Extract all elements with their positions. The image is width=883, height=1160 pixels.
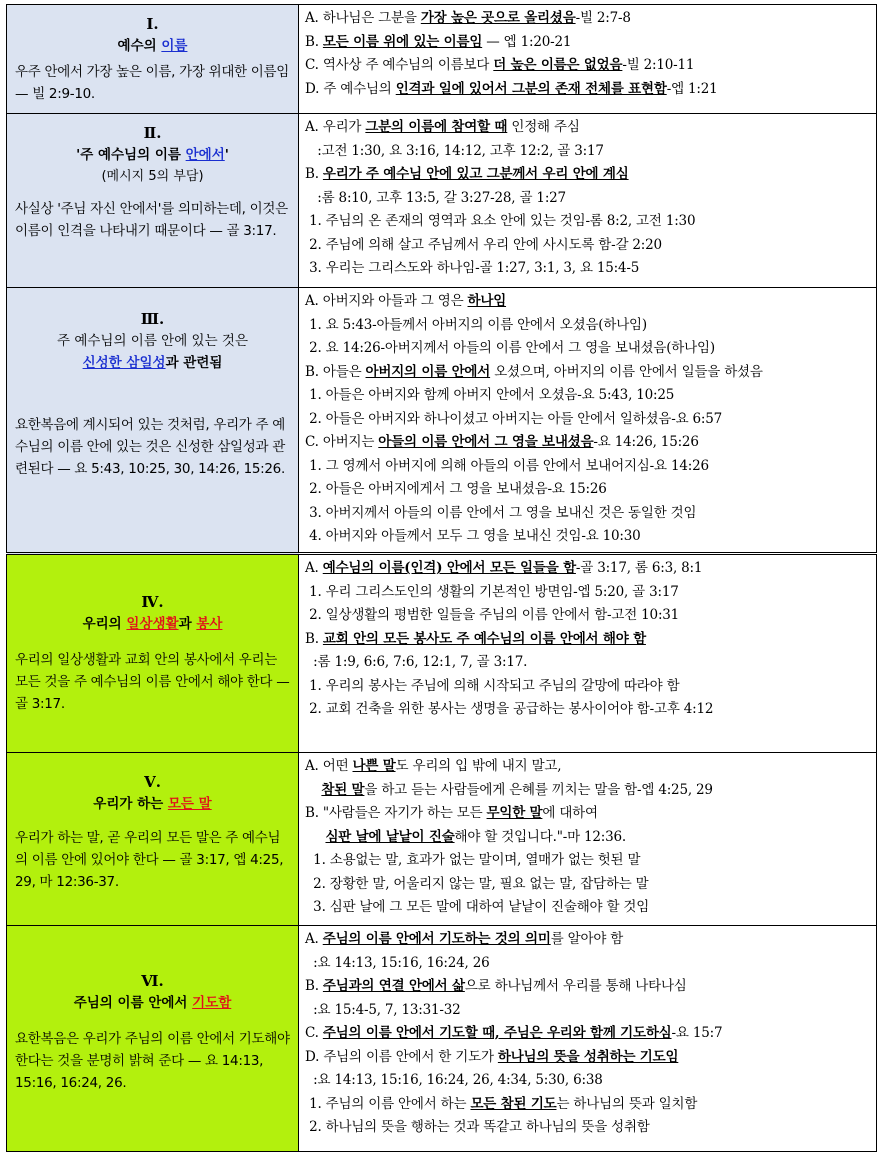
point-text: C. 역사상 주 예수님의 이름보다 <box>305 57 494 73</box>
point-line <box>305 873 872 897</box>
point-text: A. 하나님은 그분을 <box>305 10 421 26</box>
section-title-mid: 과 <box>178 616 197 632</box>
section-title-pre: 주님의 이름 안에서 <box>73 995 193 1011</box>
point-text-tail: 에 대하여 <box>542 805 598 821</box>
point-line <box>305 604 872 628</box>
point-line <box>305 1093 872 1117</box>
section-description: 우리가 하는 말, 곧 우리의 모든 말은 주 예수님의 이름 안에 있어야 한다 — 골 3:17, 엡 4:25, 29, 마 12:36-37. <box>15 830 284 890</box>
section-description: 요한복음에 계시되어 있는 것처럼, 우리가 주 예수님의 이름 안에 있는 것은 신성한 삼일성과 관련된다 — 요 5:43, 10:25, 30, 14:26, 15:26. <box>15 417 286 477</box>
section-number: Ⅲ. <box>140 310 165 328</box>
section-title <box>7 613 298 635</box>
section-points-cell <box>299 753 877 926</box>
point-line <box>305 140 872 164</box>
section-title-highlight: 이름 <box>161 38 188 54</box>
point-line <box>305 999 872 1023</box>
point-text <box>305 829 325 845</box>
point-emphasis: 하나임 <box>467 293 507 309</box>
point-line <box>305 361 872 385</box>
point-text: 4. 아버지와 아들께서 모두 그 영을 보내신 것임-요 10:30 <box>305 528 641 544</box>
point-line <box>305 31 872 55</box>
point-line <box>305 187 872 211</box>
section-points-cell <box>299 926 877 1152</box>
point-text-tail: -엡 1:21 <box>666 80 718 97</box>
point-line <box>305 896 872 920</box>
section-subtitle: (메시지 5의 부담) <box>101 169 204 184</box>
point-text: 2. 장황한 말, 어울리지 않는 말, 필요 없는 말, 잡담하는 말 <box>305 875 649 892</box>
point-line <box>305 210 872 234</box>
point-text: A. 어떤 <box>305 758 353 774</box>
point-text-tail: -골 3:17, 롬 6:3, 8:1 <box>575 560 703 576</box>
section-number: Ⅳ. <box>141 593 164 611</box>
point-emphasis: 인격과 일에 있어서 그분의 존재 전체를 표현함 <box>395 80 667 97</box>
point-emphasis: 모든 이름 위에 있는 이름임 <box>322 33 483 50</box>
point-text: 1. 아들은 아버지와 함께 아버지 안에서 오셨음-요 5:43, 10:25 <box>305 387 675 403</box>
point-line <box>305 698 872 722</box>
point-text: B. <box>305 166 323 182</box>
outline-table <box>6 4 877 1152</box>
point-line <box>305 384 872 408</box>
point-text-tail: -요 15:7 <box>671 1025 723 1041</box>
section-points-cell <box>299 554 877 753</box>
section-points-cell <box>299 288 877 554</box>
point-line <box>305 54 872 78</box>
point-emphasis: 심판 날에 낱낱이 진술 <box>325 828 455 845</box>
point-line <box>305 116 872 140</box>
point-line <box>305 1069 872 1093</box>
point-text: 1. 소용없는 말, 효과가 없는 말이며, 열매가 없는 헛된 말 <box>305 852 641 868</box>
point-emphasis: 하나님의 뜻을 성취하는 기도임 <box>497 1048 679 1065</box>
section-points-cell <box>299 5 877 114</box>
section-title-pre: 우리가 하는 <box>93 796 168 812</box>
section-points-cell <box>299 114 877 288</box>
point-text: 3. 심판 날에 그 모든 말에 대하여 낱낱이 진술해야 할 것임 <box>305 899 650 915</box>
point-text: :롬 8:10, 고후 13:5, 갈 3:27-28, 골 1:27 <box>305 189 566 206</box>
point-text: 3. 우리는 그리스도와 하나임-골 1:27, 3:1, 3, 요 15:4-5 <box>305 260 640 276</box>
section-title <box>7 330 298 374</box>
point-emphasis: 주님의 이름 안에서 기도하는 것의 의미 <box>322 931 551 947</box>
section-title-highlight: 기도함 <box>192 995 232 1011</box>
point-text: 3. 아버지께서 아들의 이름 안에서 그 영을 보내신 것은 동일한 것임 <box>305 504 697 521</box>
point-text: C. 아버지는 <box>305 434 379 450</box>
point-text-tail: 으로 하나님께서 우리를 통해 나타나심 <box>464 978 687 994</box>
section-heading-cell <box>7 926 299 1152</box>
section-title-highlight: 모든 말 <box>167 796 212 812</box>
point-line <box>305 502 872 526</box>
point-line <box>305 802 872 826</box>
point-text: :요 15:4-5, 7, 13:31-32 <box>305 1001 461 1018</box>
point-text: 2. 아들은 아버지에게서 그 영을 보내셨음-요 15:26 <box>305 481 607 497</box>
point-text: A. <box>305 931 323 947</box>
point-text: C. <box>305 1025 323 1041</box>
point-text-tail: 도 우리의 입 밖에 내지 말고, <box>395 758 562 774</box>
section-title-highlight: 일상생활 <box>126 616 179 632</box>
point-text-tail: 을 하고 듣는 사람들에게 은혜를 끼치는 말을 함-엡 4:25, 29 <box>364 781 713 798</box>
point-line <box>305 290 872 314</box>
point-text: 1. 요 5:43-아들께서 아버지의 이름 안에서 오셨음(하나임) <box>305 316 647 333</box>
point-line <box>305 478 872 502</box>
point-text: B. <box>305 978 323 994</box>
point-text: 2. 하나님의 뜻을 행하는 것과 똑같고 하나님의 뜻을 성취함 <box>305 1119 650 1135</box>
section-title <box>7 992 298 1014</box>
section-row <box>7 5 877 114</box>
point-emphasis: 예수님의 이름(인격) 안에서 모든 일들을 함 <box>322 560 576 576</box>
point-line <box>305 952 872 976</box>
point-line <box>305 234 872 258</box>
point-emphasis: 아들의 이름 안에서 그 영을 보내셨음 <box>378 434 594 450</box>
section-description: 우리의 일상생활과 교회 안의 봉사에서 우리는 모든 것을 주 예수님의 이름 안에서 해야 한다 — 골 3:17. <box>15 652 290 712</box>
point-text: B. 아들은 <box>305 363 366 380</box>
point-text: 1. 주님의 온 존재의 영역과 요소 안에 있는 것임-롬 8:2, 고전 1:30 <box>305 213 696 229</box>
section-title <box>7 35 298 57</box>
section-row <box>7 926 877 1152</box>
point-text: A. 아버지와 아들과 그 영은 <box>305 293 468 309</box>
point-line <box>305 1116 872 1140</box>
point-line <box>305 581 872 605</box>
point-line <box>305 628 872 652</box>
point-line <box>305 525 872 549</box>
point-text: 1. 우리 그리스도인의 생활의 기본적인 방면임-엡 5:20, 골 3:17 <box>305 583 679 600</box>
point-line <box>305 651 872 675</box>
point-text: 2. 요 14:26-아버지께서 아들의 이름 안에서 그 영을 보내셨음(하나임) <box>305 340 715 356</box>
point-line <box>305 557 872 581</box>
section-title-highlight-2: 봉사 <box>196 616 223 632</box>
section-title-post: 과 관련됨 <box>165 355 223 371</box>
section-heading-cell <box>7 554 299 753</box>
point-line <box>305 779 872 803</box>
point-line <box>305 78 872 102</box>
point-line <box>305 431 872 455</box>
point-text: A. 우리가 <box>305 119 366 135</box>
section-row <box>7 288 877 554</box>
point-emphasis: 주님과의 연결 안에서 삶 <box>322 978 465 994</box>
section-title-pre: 예수의 <box>117 38 162 54</box>
point-emphasis: 그분의 이름에 참여할 때 <box>365 119 508 135</box>
section-heading-cell <box>7 753 299 926</box>
point-line <box>305 314 872 338</box>
point-text-tail: — 엡 1:20-21 <box>482 33 572 50</box>
point-line <box>305 849 872 873</box>
point-text: D. 주 예수님의 <box>305 80 396 97</box>
point-line <box>305 163 872 187</box>
section-title-pre: '주 예수님의 이름 <box>76 147 186 163</box>
point-line <box>305 408 872 432</box>
point-line <box>305 337 872 361</box>
section-title <box>7 793 298 815</box>
point-line <box>305 1022 872 1046</box>
section-row <box>7 554 877 753</box>
point-text: A. <box>305 560 323 576</box>
section-description: 요한복음은 우리가 주님의 이름 안에서 기도해야 한다는 것을 분명히 밝혀 준다 — 요 14:13, 15:16, 16:24, 26. <box>15 1031 290 1091</box>
point-text: 1. 주님의 이름 안에서 하는 <box>305 1095 471 1112</box>
point-line <box>305 975 872 999</box>
point-emphasis: 아버지의 이름 안에서 <box>365 363 491 380</box>
point-line <box>305 755 872 779</box>
point-text: D. 주님의 이름 안에서 한 기도가 <box>305 1048 498 1065</box>
section-title-pre: 주 예수님의 이름 안에 있는 것은 <box>57 333 248 349</box>
section-heading-cell <box>7 288 299 554</box>
section-row <box>7 114 877 288</box>
point-text-tail: 해야 할 것입니다."-마 12:36. <box>454 828 627 845</box>
point-text: 2. 아들은 아버지와 하나이셨고 아버지는 아들 안에서 일하셨음-요 6:57 <box>305 410 723 427</box>
point-emphasis: 모든 참된 기도 <box>470 1095 557 1112</box>
point-text: B. "사람들은 자기가 하는 모든 <box>305 805 487 821</box>
point-text-tail: 를 알아야 함 <box>550 931 624 947</box>
point-line <box>305 675 872 699</box>
point-text: 1. 우리의 봉사는 주님에 의해 시작되고 주님의 갈망에 따라야 함 <box>305 677 680 694</box>
point-emphasis: 참된 말 <box>321 781 365 798</box>
point-text: :요 14:13, 15:16, 16:24, 26 <box>305 954 490 971</box>
point-text: :롬 1:9, 6:6, 7:6, 12:1, 7, 골 3:17. <box>305 654 528 670</box>
section-title-highlight: 안에서 <box>185 147 225 163</box>
section-number: Ⅵ. <box>141 972 164 990</box>
section-heading-cell <box>7 114 299 288</box>
point-line <box>305 455 872 479</box>
section-heading-cell <box>7 5 299 114</box>
point-text-tail: 오셨으며, 아버지의 이름 안에서 일들을 하셨음 <box>490 363 763 380</box>
point-text: :고전 1:30, 요 3:16, 14:12, 고후 12:2, 골 3:17 <box>305 142 604 159</box>
point-text-tail: 는 하나님의 뜻과 일치함 <box>556 1095 698 1112</box>
section-number: Ⅱ. <box>143 124 162 142</box>
point-text: 1. 그 영께서 아버지에 의해 아들의 이름 안에서 보내어지심-요 14:26 <box>305 457 709 474</box>
section-title-pre: 우리의 <box>82 616 127 632</box>
point-text-tail: 인정해 주심 <box>507 119 580 135</box>
point-line <box>305 928 872 952</box>
section-title-post: ' <box>224 147 229 163</box>
point-text: B. <box>305 33 323 50</box>
point-text: 2. 주님에 의해 살고 주님께서 우리 안에 사시도록 함-갈 2:20 <box>305 236 662 253</box>
point-text: 2. 일상생활의 평범한 일들을 주님의 이름 안에서 함-고전 10:31 <box>305 607 680 623</box>
section-number: Ⅰ. <box>146 15 159 33</box>
point-line <box>305 1046 872 1070</box>
point-emphasis: 더 높은 이름은 없었음 <box>493 57 623 73</box>
section-title-highlight: 신성한 삼일성 <box>82 355 166 371</box>
section-description: 사실상 '주님 자신 안에서'를 의미하는데, 이것은 이름이 인격을 나타내기 때문이다 — 골 3:17. <box>15 201 288 239</box>
section-row <box>7 753 877 926</box>
point-text-tail: -빌 2:7-8 <box>575 10 631 26</box>
point-text: 2. 교회 건축을 위한 봉사는 생명을 공급하는 봉사이어야 함-고후 4:12 <box>305 701 714 717</box>
point-emphasis: 무익한 말 <box>486 805 543 821</box>
point-line <box>305 257 872 281</box>
point-text <box>305 782 321 798</box>
point-text: :요 14:13, 15:16, 16:24, 26, 4:34, 5:30, 6:38 <box>305 1072 603 1088</box>
point-text-tail: -요 14:26, 15:26 <box>593 434 699 450</box>
point-emphasis: 나쁜 말 <box>352 758 396 774</box>
point-line <box>305 826 872 850</box>
point-emphasis: 우리가 주 예수님 안에 있고 그분께서 우리 안에 계심 <box>322 166 629 182</box>
section-number: Ⅴ. <box>144 773 161 791</box>
point-text: B. <box>305 630 323 647</box>
section-title <box>7 144 298 166</box>
point-emphasis: 주님의 이름 안에서 기도할 때, 주님은 우리와 함께 기도하심 <box>322 1025 672 1041</box>
section-description: 우주 안에서 가장 높은 이름, 가장 위대한 이름임 — 빌 2:9-10. <box>15 64 290 102</box>
point-text-tail: -빌 2:10-11 <box>622 57 695 73</box>
point-emphasis: 가장 높은 곳으로 올리셨음 <box>420 10 576 26</box>
point-line <box>305 7 872 31</box>
point-emphasis: 교회 안의 모든 봉사도 주 예수님의 이름 안에서 해야 함 <box>322 630 646 647</box>
